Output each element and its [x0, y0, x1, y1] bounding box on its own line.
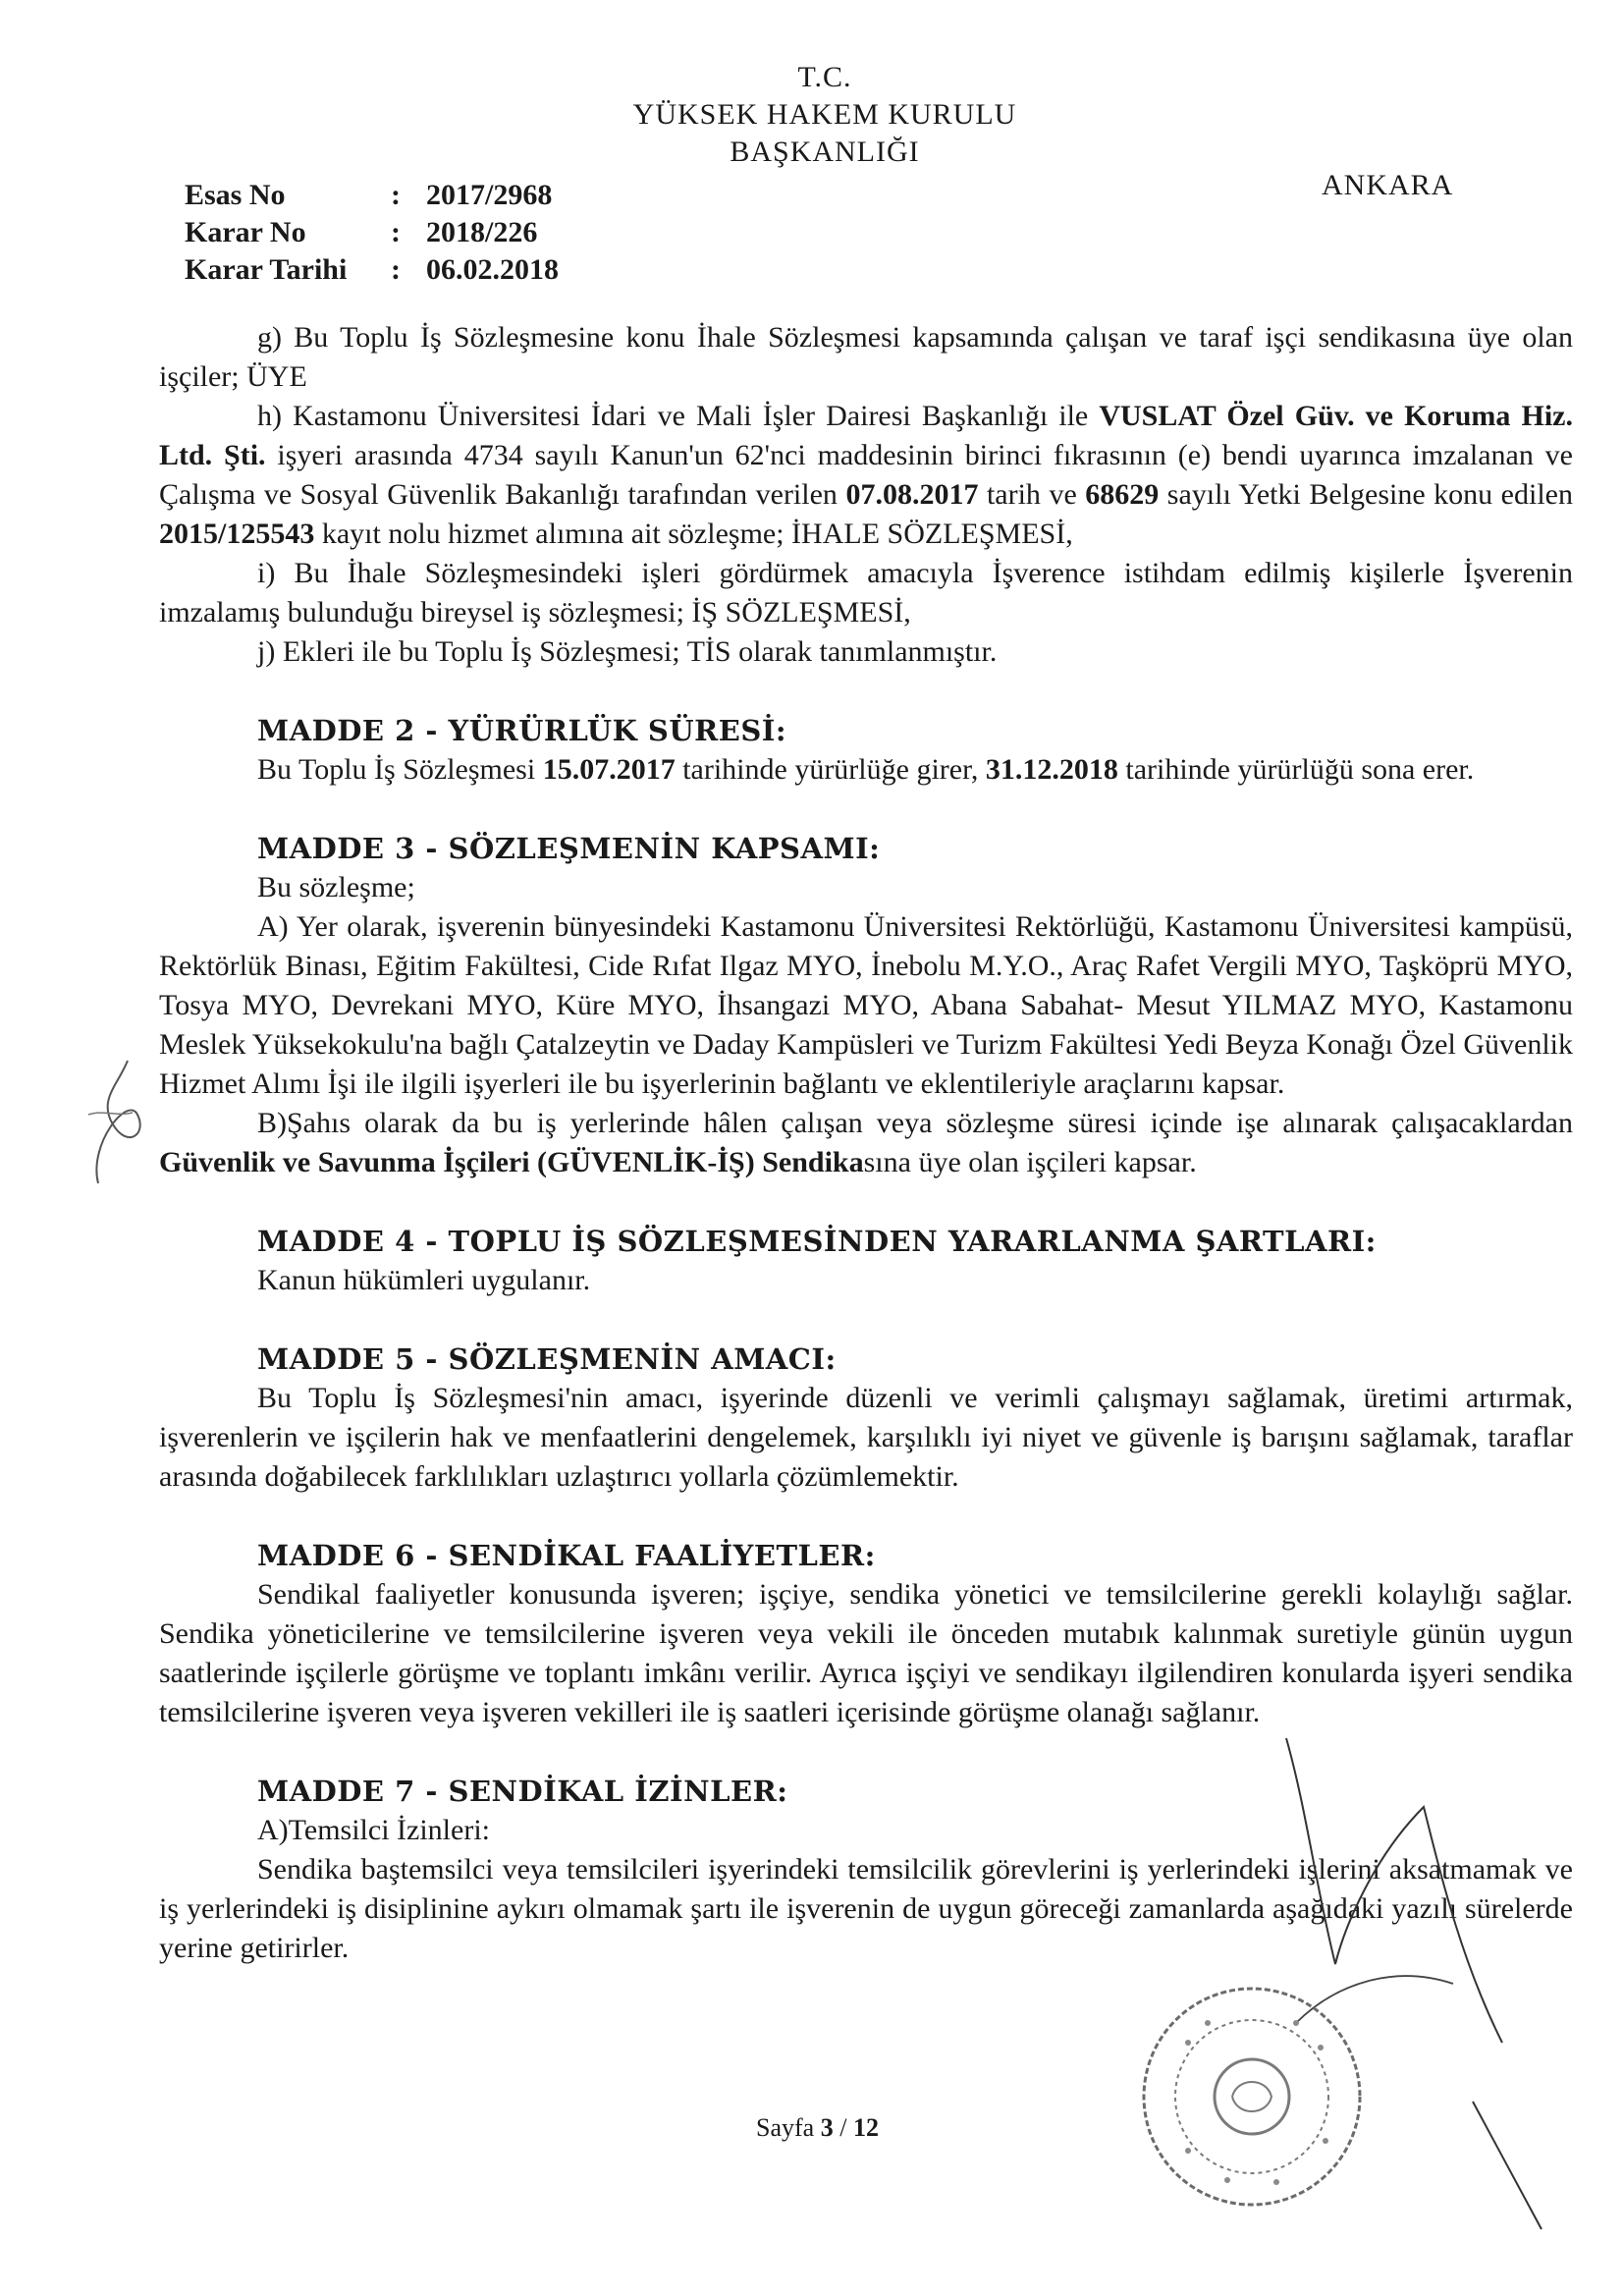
header-city: ANKARA [1322, 169, 1454, 201]
official-seal-stamp [1129, 1974, 1375, 2219]
meta-karar: Karar No : 2018/226 [185, 216, 538, 248]
meta-karar-tarihi-value: 06.02.2018 [426, 253, 559, 286]
page-number: Sayfa 3 / 12 [756, 2113, 879, 2142]
madde-7-sub: A)Temsilci İzinleri: [257, 1814, 490, 1846]
header-institution: YÜKSEK HAKEM KURULU [632, 98, 1017, 131]
company-name: VUSLAT Özel Güv. ve Koruma Hiz. Ltd. Şti. [159, 400, 1573, 471]
item-g: g) Bu Toplu İş Sözleşmesine konu İhale Sözleşmesi kapsamında çalışan ve taraf işçi sendikasına üye olan işçiler; ÜYE [159, 321, 1573, 393]
madde-5-heading: MADDE 5 - SÖZLEŞMENİN AMACI: [257, 1342, 837, 1376]
meta-esas-value: 2017/2968 [426, 179, 553, 211]
item-j: j) Ekleri ile bu Toplu İş Sözleşmesi; TİS olarak tanımlanmıştır. [257, 635, 998, 668]
madde-3-intro: Bu sözleşme; [257, 871, 415, 903]
meta-esas: Esas No : 2017/2968 [185, 179, 553, 211]
madde-6-heading: MADDE 6 - SENDİKAL FAALİYETLER: [257, 1539, 876, 1572]
header-tc: T.C. [797, 61, 852, 93]
union-name: Güvenlik ve Savunma İşçileri (GÜVENLİK-İŞ) Sendika [159, 1146, 864, 1178]
margin-initial-mark [59, 1056, 167, 1193]
madde-2-text: Bu Toplu İş Sözleşmesi 15.07.2017 tarihinde yürürlüğe girer, 31.12.2018 tarihinde yürürlüğü sona erer. [257, 753, 1475, 786]
madde-3-b: B)Şahıs olarak da bu iş yerlerinde hâlen çalışan veya sözleşme süresi içinde işe alınarak çalışacaklardan Güvenlik ve Savunma İşçileri (GÜVENLİK-İŞ) Sendikasına üye olan işçileri kapsar. [159, 1107, 1573, 1178]
madde-2-heading: MADDE 2 - YÜRÜRLÜK SÜRESİ: [257, 714, 787, 747]
item-i: i) Bu İhale Sözleşmesindeki işleri gördürmek amacıyla İşverence istihdam edilmiş kişilerle İşverenin imzalamış bulunduğu bireysel iş sözleşmesi; İŞ SÖZLEŞMESİ, [159, 557, 1573, 629]
madde-5-text: Bu Toplu İş Sözleşmesi'nin amacı, işyerinde düzenli ve verimli çalışmayı sağlamak, üretimi artırmak, işverenlerin ve işçilerin hak ve menfaatlerini dengelemek, karşılıklı iyi niyet ve güvenle iş barışını sağlamak, taraflar arasında doğabilecek farklılıkları uzlaştırıcı yollarla çözümlemektir. [159, 1382, 1573, 1493]
madde-7-heading: MADDE 7 - SENDİKAL İZİNLER: [257, 1775, 788, 1808]
madde-3-heading: MADDE 3 - SÖZLEŞMENİN KAPSAMI: [257, 832, 881, 865]
header-department: BAŞKANLIĞI [730, 136, 920, 168]
madde-6-text: Sendikal faaliyetler konusunda işveren; işçiye, sendika yönetici ve temsilcilerine gerekli kolaylığı sağlar. Sendika yöneticilerine ve temsilcilerine işveren veya vekili ile önceden mutabık kalınmak suretiyle günün uygun saatlerinde işçilerle görüşme ve toplantı imkânı verilir. Ayrıca işçiyi ve sendikayı ilgilendiren konularda işyeri sendika temsilcilerine işveren veya işveren vekilleri ile iş saatleri içerisinde görüşme olanağı sağlanır. [159, 1578, 1573, 1728]
madde-7-text: Sendika baştemsilci veya temsilcileri işyerindeki temsilcilik görevlerini iş yerlerindeki işlerini aksatmamak ve iş yerlerindeki iş disiplinine aykırı olmamak şartı ile işverenin de uygun göreceği zamanlarda aşağıdaki yazılı sürelerde yerine getirirler. [159, 1853, 1573, 1964]
meta-karar-value: 2018/226 [426, 216, 538, 248]
madde-3-a: A) Yer olarak, işverenin bünyesindeki Kastamonu Üniversitesi Rektörlüğü, Kastamonu Üniversitesi kampüsü, Rektörlük Binası, Eğitim Fakültesi, Cide Rıfat Ilgaz MYO, İnebolu M.Y.O., Araç Rafet Vergili MYO, Taşköprü MYO, Tosya MYO, Devrekani MYO, Küre MYO, İhsangazi MYO, Abana Sabahat- Mesut YILMAZ MYO, Kastamonu Meslek Yüksekokulu'na bağlı Çatalzeytin ve Daday Kampüsleri ve Turizm Fakültesi Yedi Beyza Konağı Özel Güvenlik Hizmet Alımı İşi ile ilgili işyerleri ile bu işyerlerinin bağlantı ve eklentileriyle araçlarını kapsar. [159, 910, 1573, 1100]
madde-4-text: Kanun hükümleri uygulanır. [257, 1264, 591, 1296]
madde-4-heading: MADDE 4 - TOPLU İŞ SÖZLEŞMESİNDEN YARARLANMA ŞARTLARI: [257, 1225, 1377, 1258]
item-h: h) Kastamonu Üniversitesi İdari ve Mali İşler Dairesi Başkanlığı ile VUSLAT Özel Güv. ve Koruma Hiz. Ltd. Şti. işyeri arasında 4734 sayılı Kanun'un 62'nci maddesinin birinci fıkrasının (e) bendi uyarınca imzalanan ve Çalışma ve Sosyal Güvenlik Bakanlığı tarafından verilen 07.08.2017 tarih ve 68629 sayılı Yetki Belgesine konu edilen 2015/125543 kayıt nolu hizmet alımına ait sözleşme; İHALE SÖZLEŞMESİ, [159, 400, 1573, 550]
document-body [159, 318, 1573, 1968]
meta-karar-tarihi: Karar Tarihi : 06.02.2018 [185, 253, 559, 286]
